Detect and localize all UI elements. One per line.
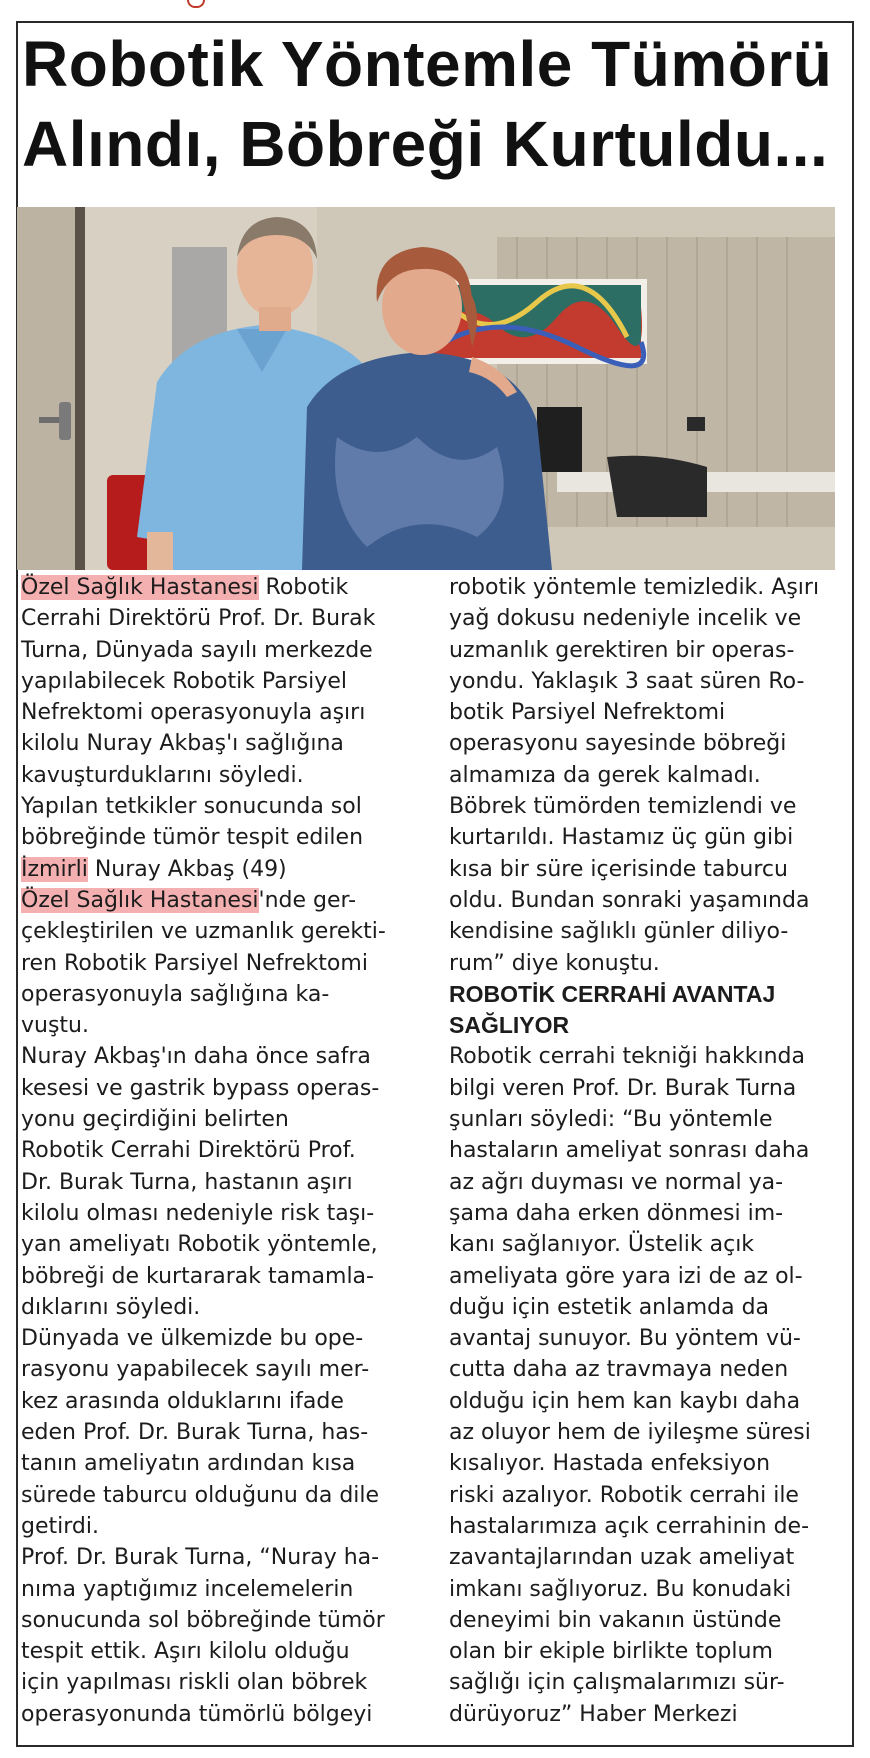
article-photo xyxy=(17,207,835,570)
highlight-city: İzmirli xyxy=(21,856,88,882)
highlight-hospital-name: Özel Sağlık Hastanesi xyxy=(21,575,259,600)
right-paragraph-2: Robotik cerrahi tekniği hakkında bilgi veren Prof. Dr. Burak Turna şunları söyledi: “Bu yöntemle hastaların ameliyat sonrası daha az ağrı duyması ve normal ya- şama daha erken dönmesi im- kanı sağlanıyor. Üstelik açık ameliyata göre yara izi de az ol- duğu için estetik anlamda da avantaj sunuyor. Bu yöntem vü- cutta daha az travmaya neden olduğu için hem kan kaybı daha az oluyor hem de iyileşme süresi kısalıyor. Hastada enfeksiyon riski azalıyor. Robotik cerrahi ile hastalarımıza açık cerrahinin de- zavantajlarından uzak ameliyat imkanı sağlıyoruz. Bu konudaki deneyimi bin vakanın üstünde olan bir ekiple birlikte toplum sağlığı için çalışmalarımızı sür- dürüyoruz” Haber Merkezi xyxy=(449,1044,811,1727)
left-paragraph-1 xyxy=(21,572,429,791)
right-paragraph-1: robotik yöntemle temizledik. Aşırı yağ dokusu nedeniyle incelik ve uzmanlık gerektiren bir operas- yondu. Yaklaşık 3 saat süren Ro- botik Parsiyel Nefrektomi operasyonu sayesinde böbreği almamıza da gerek kalmadı. Böbrek tümörden temizlendi ve kurtarıldı. Hastamız üç gün gibi kısa bir süre içerisinde taburcu oldu. Bundan sonraki yaşamında kendisine sağlıklı günler diliyo- rum” diye konuştu. xyxy=(449,575,820,976)
left-paragraph-1-text: Robotik Cerrahi Direktörü Prof. Dr. Burak Turna, Dünyada sayılı merkezde yapılabilecek Robotik Parsiyel Nefrektomi operasyonuyla aşırı kilolu Nuray Akbaş'ı sağlığına kavuşturduklarını söyledi. xyxy=(21,575,376,788)
left-paragraph-2-intro: Yapılan tetkikler sonucunda sol böbreğinde tümör tespit edilen xyxy=(21,794,364,851)
photo-doctor-and-patient xyxy=(17,207,835,570)
left-paragraph-2-middle: Nuray Akbaş (49) xyxy=(94,856,287,882)
left-paragraph-3: Nuray Akbaş'ın daha önce safra kesesi ve gastrik bypass operas- yonu geçirdiğini belirten Robotik Cerrahi Direktörü Prof. Dr. Burak Turna, hastanın aşırı kilolu olması nedeniyle risk taşı- yan ameliyatı Robotik yöntemle, böbreği de kurtararak tamamla- dıklarını söyledi. xyxy=(21,1044,380,1320)
left-paragraph-2-text: 'nde ger- çekleştirilen ve uzmanlık gerekti- ren Robotik Parsiyel Nefrektomi operasyonuyla sağlığına ka- vuştu. xyxy=(21,887,386,1039)
highlight-hospital-name-2: Özel Sağlık Hastanesi xyxy=(21,887,259,913)
left-paragraph-5: Prof. Dr. Burak Turna, “Nuray ha- nıma yaptığımız incelemelerin sonucunda sol böbreğinde tümör tespit ettik. Aşırı kilolu olduğu için yapılması riskli olan böbrek operasyonunda tümörlü bölgeyi xyxy=(21,1545,385,1727)
article-headline: Robotik Yöntemle Tümörü Alındı, Böbreği Kurtuldu... xyxy=(22,28,833,180)
left-paragraph-4: Dünyada ve ülkemizde bu ope- rasyonu yapabilecek sayılı mer- kez arasında olduklarını ifade eden Prof. Dr. Burak Turna, has- tanın ameliyatın ardından kısa sürede taburcu olduğunu da dile getirdi. xyxy=(21,1326,380,1539)
left-paragraph-2 xyxy=(21,791,429,1041)
right-column xyxy=(449,572,851,1730)
left-column xyxy=(21,572,429,1730)
masthead-logo-fragment xyxy=(187,0,205,8)
section-subheading: ROBOTİK CERRAHİ AVANTAJ SAĞLIYOR xyxy=(449,980,776,1039)
